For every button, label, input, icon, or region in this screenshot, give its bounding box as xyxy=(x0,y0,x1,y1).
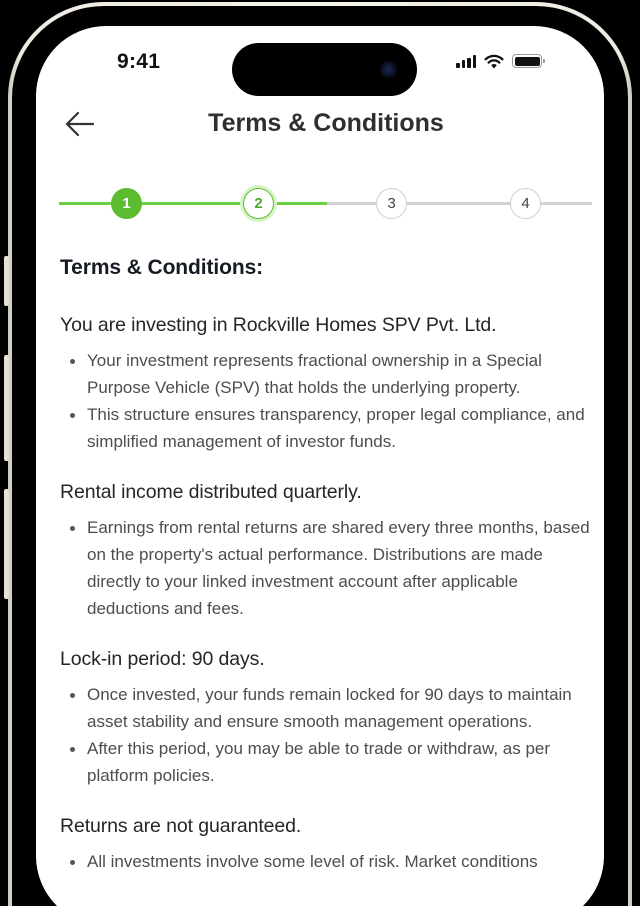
volume-down-button xyxy=(4,489,9,599)
status-icons xyxy=(456,53,542,69)
bullet-item: Your investment represents fractional ownership in a Special Purpose Vehicle (SPV) that holds the underlying property. xyxy=(87,347,590,401)
section-title: Returns are not guaranteed. xyxy=(60,815,302,837)
bullet-item: All investments involve some level of risk. Market conditions xyxy=(87,848,590,875)
progress-stepper xyxy=(59,186,592,220)
section-title: You are investing in Rockville Homes SPV Pvt. Ltd. xyxy=(60,314,497,336)
progress-line-remaining xyxy=(327,202,592,205)
section-rental-income xyxy=(60,481,590,622)
step-2[interactable]: 2 xyxy=(243,188,274,219)
section-spv xyxy=(60,314,590,455)
bullet-item: Earnings from rental returns are shared every three months, based on the property's actual performance. Distributions are made directly to your linked investment account after applicable deductions and fees. xyxy=(87,514,590,622)
status-time: 9:41 xyxy=(117,50,161,73)
bullet-item: After this period, you may be able to trade or withdraw, as per platform policies. xyxy=(87,735,590,789)
wifi-icon xyxy=(484,54,504,69)
dynamic-island xyxy=(232,43,417,96)
section-lock-in xyxy=(60,648,590,789)
action-button xyxy=(4,256,9,306)
bullet-item: This structure ensures transparency, proper legal compliance, and simplified management of investor funds. xyxy=(87,401,590,455)
step-4[interactable]: 4 xyxy=(510,188,541,219)
front-camera-icon xyxy=(380,61,397,78)
bullet-list xyxy=(60,681,590,789)
section-returns xyxy=(60,815,590,875)
terms-content[interactable] xyxy=(60,256,590,901)
section-title: Rental income distributed quarterly. xyxy=(60,481,362,503)
phone-screen xyxy=(36,26,604,906)
bullet-item: Once invested, your funds remain locked for 90 days to maintain asset stability and ensure smooth management operations. xyxy=(87,681,590,735)
section-title: Lock-in period: 90 days. xyxy=(60,648,265,670)
bullet-list xyxy=(60,514,590,622)
page-title: Terms & Conditions xyxy=(208,109,444,137)
bullet-list xyxy=(60,347,590,455)
progress-line-complete xyxy=(59,202,327,205)
terms-heading: Terms & Conditions: xyxy=(60,256,264,279)
battery-icon xyxy=(512,54,542,68)
volume-up-button xyxy=(4,355,9,461)
cellular-signal-icon xyxy=(456,55,476,68)
step-1[interactable]: 1 xyxy=(111,188,142,219)
bullet-list xyxy=(60,848,590,875)
step-3[interactable]: 3 xyxy=(376,188,407,219)
